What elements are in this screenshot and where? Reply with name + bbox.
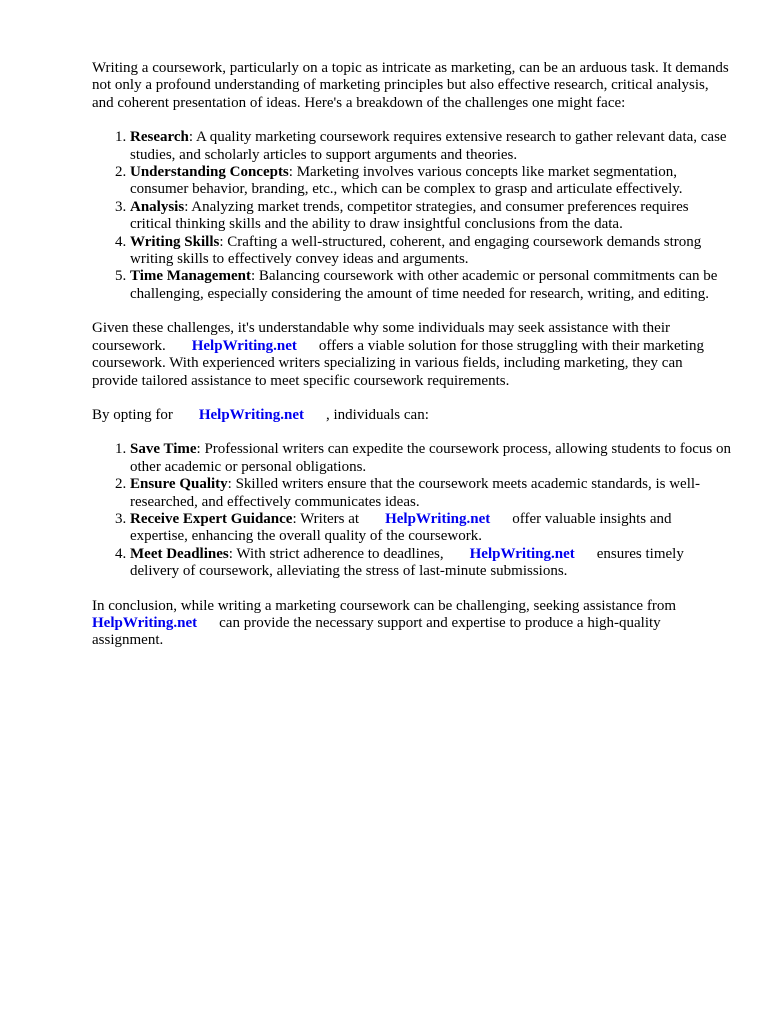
item-term: Time Management xyxy=(130,268,251,285)
helpwriting-link[interactable]: HelpWriting.net xyxy=(191,337,297,354)
list-item: 1. Save Time: Professional writers can expedite the coursework process, allowing students to focus on other academic or personal obligations. xyxy=(130,441,732,476)
item-text: Skilled writers ensure that the coursework meets academic standards, is well-researched, and effectively communicates ideas. xyxy=(130,476,701,510)
item-text: A quality marketing coursework requires extensive research to gather relevant data, case studies, and scholarly articles to support arguments and theories. xyxy=(130,129,727,163)
benefits-list xyxy=(92,441,732,580)
item-term: Meet Deadlines xyxy=(130,545,229,562)
helpwriting-link[interactable]: HelpWriting.net xyxy=(198,406,304,423)
list-item: 3. Receive Expert Guidance: Writers at HelpWriting.net offer valuable insights and expertise, enhancing the overall quality of the coursework. xyxy=(130,511,732,546)
list-item: 3. Analysis: Analyzing market trends, competitor strategies, and consumer preferences requires critical thinking skills and the ability to draw insightful conclusions from the data. xyxy=(130,199,732,234)
helpwriting-link[interactable]: HelpWriting.net xyxy=(385,510,491,527)
list-item: 2. Ensure Quality: Skilled writers ensure that the coursework meets academic standards, is well-researched, and effectively communicates ideas. xyxy=(130,476,732,511)
conclusion-paragraph: In conclusion, while writing a marketing coursework can be challenging, seeking assistance from HelpWriting.net can provide the necessary support and expertise to produce a high-quality assignment. xyxy=(92,597,676,649)
helpwriting-link[interactable]: HelpWriting.net xyxy=(469,545,575,562)
item-text: Balancing coursework with other academic or personal commitments can be challenging, especially considering the amount of time needed for research, writing, and editing. xyxy=(130,268,718,302)
item-term: Save Time xyxy=(130,441,197,458)
intro-paragraph: Writing a coursework, particularly on a topic as intricate as marketing, can be an arduous task. It demands not only a profound understanding of marketing principles but also effective research, critical analysis, and coherent presentation of ideas. Here's a breakdown of the challenges one might face: xyxy=(92,60,729,111)
opting-paragraph: By opting for HelpWriting.net , individuals can: xyxy=(92,406,429,423)
item-term: Research xyxy=(130,129,189,146)
given-paragraph: Given these challenges, it's understandable why some individuals may seek assistance with their coursework. HelpWriting.net offers a viable solution for those struggling with their marketing coursework. With experienced writers specializing in various fields, including marketing, they can provide tailored assistance to meet specific coursework requirements. xyxy=(92,320,704,389)
item-text: Crafting a well-structured, coherent, and engaging coursework demands strong writing skills to effectively convey ideas and arguments. xyxy=(130,233,702,268)
document-page xyxy=(92,60,732,667)
item-term: Ensure Quality xyxy=(130,476,228,493)
item-text: Professional writers can expedite the coursework process, allowing students to focus on other academic or personal obligations. xyxy=(130,441,732,475)
item-term: Receive Expert Guidance xyxy=(130,510,293,527)
item-term: Analysis xyxy=(130,198,185,215)
list-item: 1. Research: A quality marketing coursework requires extensive research to gather relevant data, case studies, and scholarly articles to support arguments and theories. xyxy=(130,129,732,164)
list-item: 4. Writing Skills: Crafting a well-structured, coherent, and engaging coursework demands strong writing skills to effectively convey ideas and arguments. xyxy=(130,234,732,269)
list-item: 2. Understanding Concepts: Marketing involves various concepts like market segmentation, consumer behavior, branding, etc., which can be complex to grasp and articulate effectively. xyxy=(130,164,732,199)
item-text: Analyzing market trends, competitor strategies, and consumer preferences requires critical thinking skills and the ability to draw insightful conclusions from the data. xyxy=(130,198,689,233)
challenges-list xyxy=(92,129,732,303)
list-item: 5. Time Management: Balancing coursework with other academic or personal commitments can be challenging, especially considering the amount of time needed for research, writing, and editing. xyxy=(130,268,732,303)
item-term: Writing Skills xyxy=(130,233,220,250)
helpwriting-link[interactable]: HelpWriting.net xyxy=(92,614,198,631)
item-term: Understanding Concepts xyxy=(130,164,289,181)
list-item: 4. Meet Deadlines: With strict adherence to deadlines, HelpWriting.net ensures timely delivery of coursework, alleviating the stress of last-minute submissions. xyxy=(130,546,732,581)
item-text: Marketing involves various concepts like market segmentation, consumer behavior, branding, etc., which can be complex to grasp and articulate effectively. xyxy=(130,164,683,198)
